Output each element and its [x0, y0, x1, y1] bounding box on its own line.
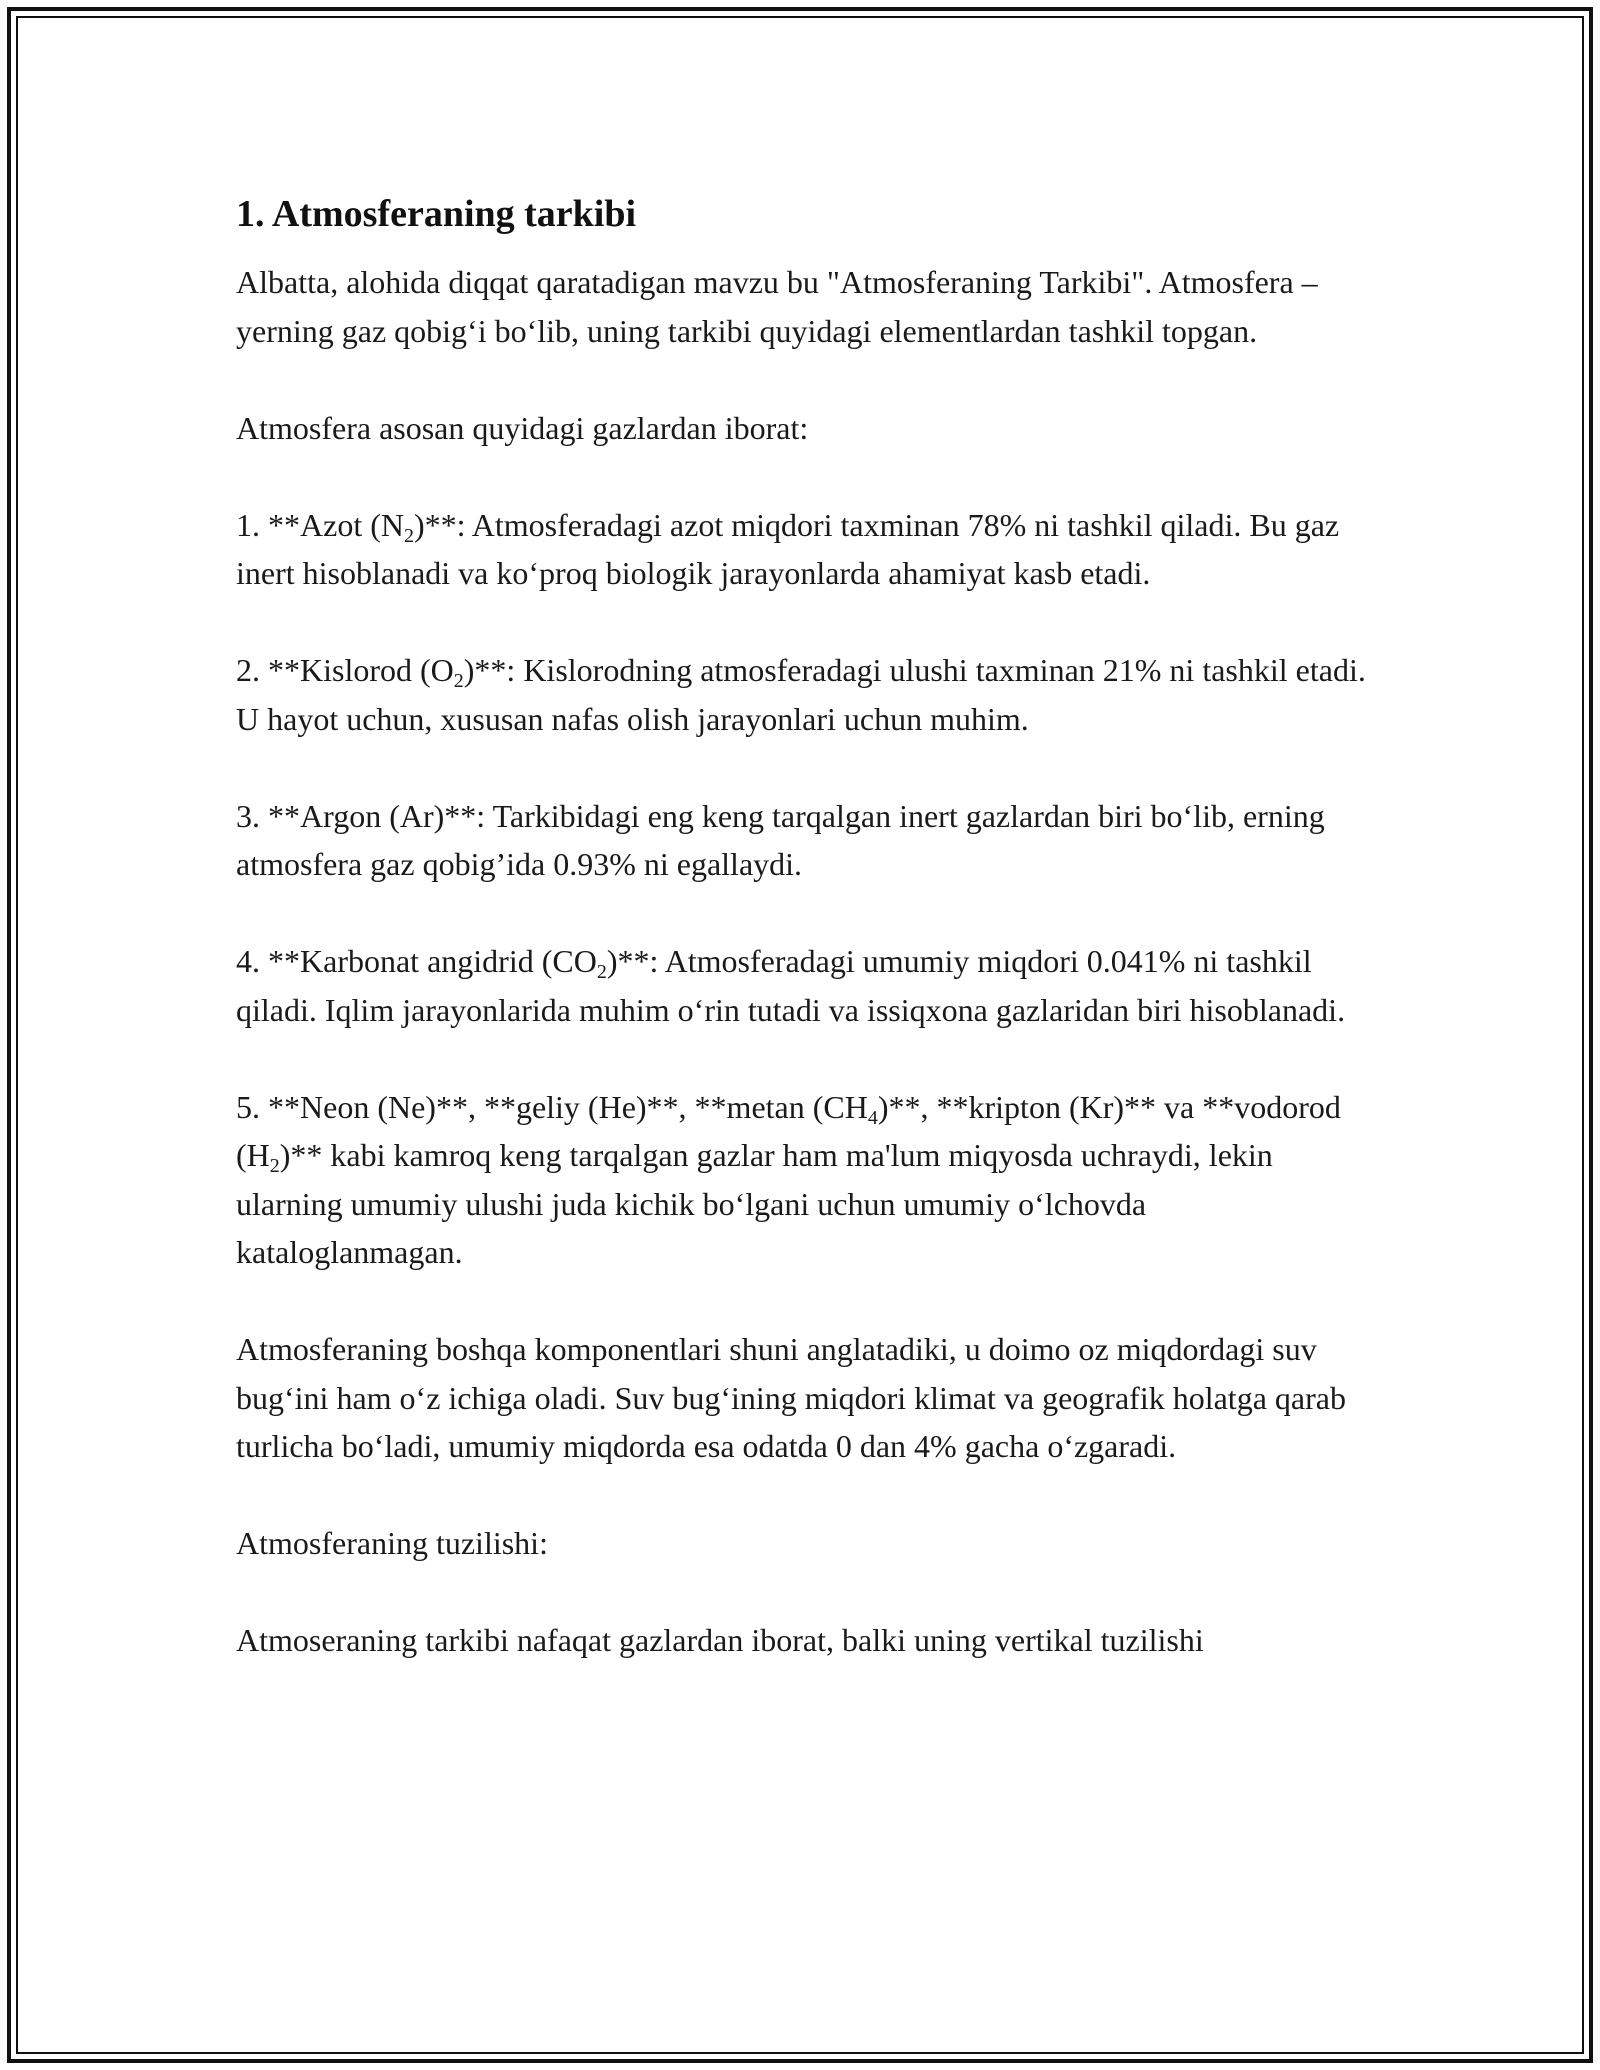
item-text-start: 1. **Azot (N — [236, 506, 404, 543]
list-item-nitrogen — [236, 501, 1376, 598]
formula-subscript: 2 — [453, 670, 464, 692]
item-text-end: )**: Atmosferadagi umumiy miqdori 0.041% ni tashkil qiladi. Iqlim jarayonlarida muhim o‘rin tutadi va issiqxona gazlaridan biri hisoblanadi. — [236, 943, 1346, 1028]
item-text-part3: )** kabi kamroq keng tarqalgan gazlar ham ma'lum miqyosda uchraydi, lekin ularning umumiy ulushi juda kichik bo‘lgani uchun umumiy o‘lchovda kataloglanmagan. — [236, 1137, 1273, 1270]
list-item-trace-gases — [236, 1083, 1376, 1277]
section-heading: 1. Atmosferaning tarkibi — [236, 193, 637, 235]
list-item-oxygen — [236, 646, 1376, 743]
item-text-end: )**: Atmosferadagi azot miqdori taxminan 78% ni tashkil qiladi. Bu gaz inert hisoblanadi va ko‘proq biologik jarayonlarda ahamiyat kasb etadi. — [236, 506, 1340, 591]
gases-intro-paragraph: Atmosfera asosan quyidagi gazlardan iborat: — [236, 409, 809, 446]
formula-subscript: 2 — [403, 524, 414, 547]
list-item-argon: 3. **Argon (Ar)**: Tarkibidagi eng keng tarqalgan inert gazlardan biri bo‘lib, erning atmosfera gaz qobig’ida 0.93% ni egallaydi. — [236, 797, 1325, 882]
formula-subscript: 4 — [867, 1106, 878, 1129]
item-text-part2: )**, **kripton (Kr)** va **vodorod (H — [236, 1088, 1341, 1173]
intro-paragraph: Albatta, alohida diqqat qaratadigan mavzu bu "Atmosferaning Tarkibi". Atmosfera – yerning gaz qobig‘i bo‘lib, uning tarkibi quyidagi elementlardan tashkil topgan. — [236, 264, 1318, 349]
formula-subscript: 2 — [596, 961, 607, 983]
structure-paragraph: Atmoseraning tarkibi nafaqat gazlardan iborat, balki uning vertikal tuzilishi — [236, 1622, 1204, 1658]
item-text-start: 4. **Karbonat angidrid (CO — [236, 943, 597, 979]
item-text-part1: 5. **Neon (Ne)**, **geliy (He)**, **metan (CH — [236, 1088, 868, 1125]
list-item-carbon-dioxide — [236, 937, 1376, 1034]
water-vapor-paragraph: Atmosferaning boshqa komponentlari shuni anglatadiki, u doimo oz miqdordagi suv bug‘ini ham o‘z ichiga oladi. Suv bug‘ining miqdori klimat va geografik holatga qarab turlicha bo‘ladi, umumiy miqdorda esa odatda 0 dan 4% gacha o‘zgaradi. — [236, 1331, 1346, 1464]
item-text-end: )**: Kislorodning atmosferadagi ulushi taxminan 21% ni tashkil etadi. U hayot uchun, xususan nafas olish jarayonlari uchun muhim. — [236, 652, 1366, 737]
item-text-start: 2. **Kislorod (O — [236, 652, 454, 688]
structure-heading: Atmosferaning tuzilishi: — [236, 1525, 548, 1561]
document-body — [236, 188, 1376, 1665]
formula-subscript: 2 — [269, 1155, 280, 1177]
